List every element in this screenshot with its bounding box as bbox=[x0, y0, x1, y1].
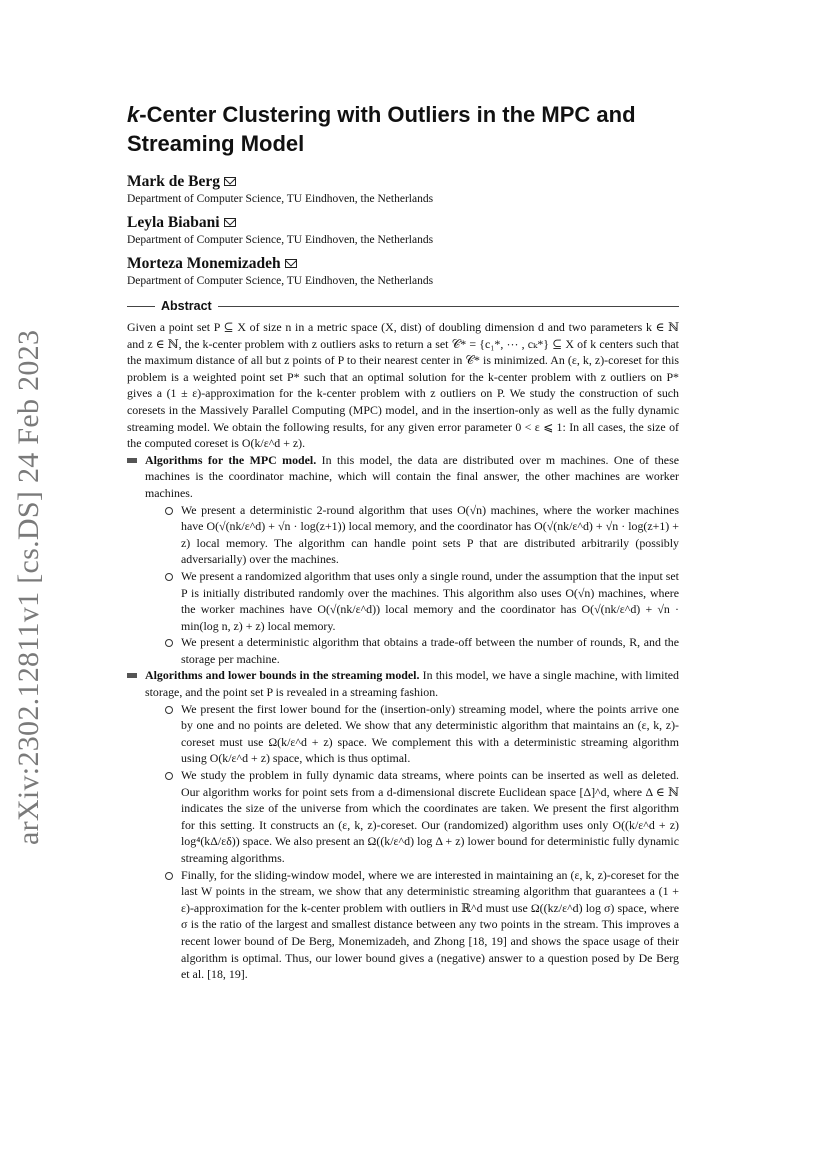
author-name: Morteza Monemizadeh bbox=[127, 255, 281, 272]
circle-bullet-icon bbox=[165, 507, 173, 515]
email-icon[interactable] bbox=[224, 218, 236, 227]
email-icon[interactable] bbox=[285, 259, 297, 268]
section-head: Algorithms and lower bounds in the streaming model. bbox=[145, 668, 420, 683]
results-item bbox=[127, 452, 679, 668]
author-entry bbox=[127, 254, 679, 289]
title-k: k bbox=[127, 102, 140, 127]
list-item bbox=[163, 634, 679, 667]
list-item bbox=[163, 767, 679, 867]
author-list bbox=[127, 172, 679, 289]
circle-bullet-icon bbox=[165, 639, 173, 647]
sub-results-list bbox=[163, 701, 679, 983]
section-text: In this model, the data are distributed over m machines. One of these machines is the coordinator machine, which will contain the final answer, the other machines are worker machines. bbox=[145, 452, 679, 500]
email-icon[interactable] bbox=[224, 177, 236, 186]
list-item bbox=[163, 701, 679, 767]
author-affiliation: Department of Computer Science, TU Eindhoven, the Netherlands bbox=[127, 275, 434, 287]
results-item bbox=[127, 667, 679, 982]
item-text: We present a deterministic algorithm that obtains a trade-off between the number of rounds, R, and the storage per machine. bbox=[181, 635, 679, 666]
circle-bullet-icon bbox=[165, 772, 173, 780]
item-text: We study the problem in fully dynamic data streams, where points can be inserted as well as deleted. Our algorithm works for point sets from a d-dimensional discrete Euclidean space [Δ]^d, where Δ ∈ ℕ indicates the size of the universe from which the coordinates are taken. We present the first algorithm for this setting. It constructs an (ε, k, z)-coreset. Our (randomized) algorithm uses only O((k/ε^d + z) log⁴(kΔ/εδ)) space. We also present an Ω((k/ε^d) log Δ + z) lower bound for deterministic fully dynamic streaming algorithms. bbox=[181, 768, 679, 865]
item-text: We present the first lower bound for the (insertion-only) streaming model, where the points arrive one by one and no points are deleted. We show that any deterministic algorithm that maintains an (ε, k, z)-coreset must use Ω(k/ε^d + z) space. We complement this with a deterministic streaming algorithm using O(k/ε^d + z) space, which is thus optimal. bbox=[181, 701, 679, 766]
list-item bbox=[163, 568, 679, 634]
title-rest: -Center Clustering with Outliers in the MPC and Streaming Model bbox=[127, 102, 636, 156]
square-bullet-icon bbox=[127, 673, 137, 678]
author-entry bbox=[127, 213, 679, 248]
section-head: Algorithms for the MPC model. bbox=[145, 452, 317, 467]
abstract-intro: Given a point set P ⊆ X of size n in a metric space (X, dist) of doubling dimension d and two parameters k ∈ ℕ and z ∈ ℕ, the k-center problem with z outliers asks to return a set 𝒞* = {c₁*, ⋯ , cₖ*} ⊆ X of k centers such that the maximum distance of all but z points of P to their nearest center in 𝒞* is minimized. An (ε, k, z)-coreset for this problem is a weighted point set P* such that an optimal solution for the k-center problem with z outliers on P* gives a (1 ± ε)-approximation for the k-center problem with z outliers on P. We study the construction of such coresets in the Massively Parallel Computing (MPC) model, and in the insertion-only as well as the fully dynamic streaming model. We obtain the following results, for any given error parameter 0 < ε ⩽ 1: In all cases, the size of the computed coreset is O(k/ε^d + z). bbox=[127, 320, 679, 451]
circle-bullet-icon bbox=[165, 706, 173, 714]
author-entry bbox=[127, 172, 679, 207]
circle-bullet-icon bbox=[165, 573, 173, 581]
arxiv-identifier: arXiv:2302.12811v1 [cs.DS] 24 Feb 2023 bbox=[12, 329, 45, 845]
circle-bullet-icon bbox=[165, 872, 173, 880]
section-text: In this model, we have a single machine, with limited storage, and the point set P is revealed in a streaming fashion. bbox=[145, 668, 679, 700]
item-text: We present a randomized algorithm that uses only a single round, under the assumption that the input set P is initially distributed randomly over the machines. This algorithm also uses O(√n) machines, where the worker machines have O(√(nk/ε^d)) local memory and the coordinator has O(√(nk/ε^d) + √n · min(log n, z) + z) local memory. bbox=[181, 568, 679, 633]
square-bullet-icon bbox=[127, 458, 137, 463]
abstract-label: Abstract bbox=[161, 299, 212, 313]
author-affiliation: Department of Computer Science, TU Eindhoven, the Netherlands bbox=[127, 234, 434, 246]
author-name: Mark de Berg bbox=[127, 173, 220, 190]
sub-results-list bbox=[163, 502, 679, 668]
divider bbox=[127, 306, 155, 307]
author-name: Leyla Biabani bbox=[127, 214, 220, 231]
paper-first-page bbox=[127, 100, 679, 983]
item-text: Finally, for the sliding-window model, where we are interested in maintaining an (ε, k, z)-coreset for the last W points in the stream, we show that any deterministic streaming algorithm that guarantees a (1 + ε)-approximation for the k-center problem with outliers in ℝ^d must use Ω((kz/ε^d) log σ) space, where σ is the ratio of the largest and smallest distance between any two points in the stream. This improves a recent lower bound of De Berg, Monemizadeh, and Zhong [18, 19] and shows the space usage of their algorithm is optimal. Thus, our lower bound gives a (negative) answer to a question posed by De Berg et al. [18, 19]. bbox=[181, 867, 679, 982]
divider bbox=[218, 306, 679, 307]
abstract-body bbox=[127, 319, 679, 983]
list-item bbox=[163, 867, 679, 983]
list-item bbox=[163, 502, 679, 568]
paper-title bbox=[127, 100, 679, 158]
item-text: We present a deterministic 2-round algorithm that uses O(√n) machines, where the worker machines have O(√(nk/ε^d) + √n · log(z+1)) local memory, and the coordinator has O(√(nk/ε^d) + √n · log(z+1) + z) local memory. The algorithm can handle point sets P that are distributed arbitrarily (possibly adversarially) over the machines. bbox=[181, 502, 679, 567]
author-affiliation: Department of Computer Science, TU Eindhoven, the Netherlands bbox=[127, 193, 434, 205]
abstract-header bbox=[127, 299, 679, 313]
results-list bbox=[127, 452, 679, 983]
